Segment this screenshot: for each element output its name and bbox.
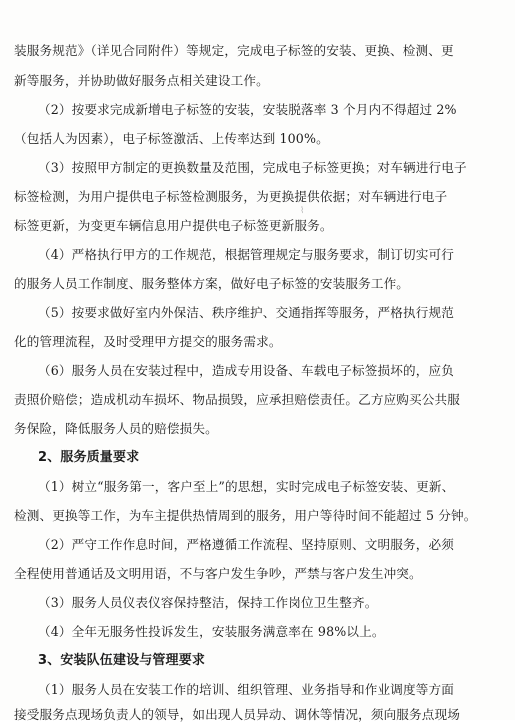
- text-line-1: 装服务规范》（详见合同附件）等规定，完成电子标签的安装、更换、检测、更: [14, 43, 454, 58]
- text-line-3: （2）按要求完成新增电子标签的安装，安装脱落率 3 个月内不得超过 2%: [38, 102, 457, 117]
- text-line-7: 标签更新，为变更车辆信息用户提供电子标签更新服务。: [14, 218, 333, 233]
- text-line-20: （3）服务人员仪表仪容保持整洁，保持工作岗位卫生整齐。: [38, 595, 378, 610]
- text-line-24: 接受服务点现场负责人的领导，如出现人员异动、调休等情况，须向服务点现场: [14, 707, 461, 722]
- text-line-4: （包括人为因素），电子标签激活、上传率达到 100%。: [14, 131, 329, 146]
- text-line-6: 标签检测，为用户提供电子标签检测服务，为更换提供依据；对车辆进行电子: [14, 189, 448, 204]
- text-line-19: 全程使用普通话及文明用语，不与客户发生争吵，严禁与客户发生冲突。: [14, 566, 422, 581]
- text-line-5: （3）按照甲方制定的更换数量及范围，完成电子标签更换；对车辆进行电子: [38, 160, 467, 175]
- pencil-mark: ⌇: [300, 206, 305, 216]
- text-line-21: （4）全年无服务性投诉发生，安装服务满意率在 98%以上。: [38, 624, 385, 639]
- section-heading-3: 3、安装队伍建设与管理要求: [38, 653, 205, 668]
- text-line-12: （6）服务人员在安装过程中，造成专用设备、车载电子标签损坏的，应负: [38, 363, 454, 378]
- section-heading-2: 2、服务质量要求: [38, 450, 140, 465]
- text-line-23: （1）服务人员在安装工作的培训、组织管理、业务指导和作业调度等方面: [38, 682, 454, 697]
- text-line-14: 务保险，降低服务人员的赔偿损失。: [14, 421, 218, 436]
- text-line-11: 化的管理流程，及时受理甲方提交的服务需求。: [14, 334, 282, 349]
- text-line-16: （1）树立“服务第一，客户至上”的思想，实时完成电子标签安装、更新、: [38, 479, 455, 494]
- text-line-8: （4）严格执行甲方的工作规范，根据管理规定与服务要求，制订切实可行: [38, 247, 454, 262]
- text-line-10: （5）按要求做好室内外保洁、秩序维护、交通指挥等服务，严格执行规范: [38, 305, 454, 320]
- text-line-17: 检测、更换等工作，为车主提供热情周到的服务，用户等待时间不能超过 5 分钟。: [14, 508, 477, 523]
- text-line-2: 新等服务，并协助做好服务点相关建设工作。: [14, 73, 269, 88]
- text-line-13: 责照价赔偿；造成机动车损坏、物品损毁，应承担赔偿责任。乙方应购买公共服: [14, 392, 461, 407]
- text-line-18: （2）严守工作作息时间，严格遵循工作流程、坚持原则、文明服务，必须: [38, 537, 454, 552]
- text-line-9: 的服务人员工作制度、服务整体方案，做好电子标签的安装服务工作。: [14, 276, 410, 291]
